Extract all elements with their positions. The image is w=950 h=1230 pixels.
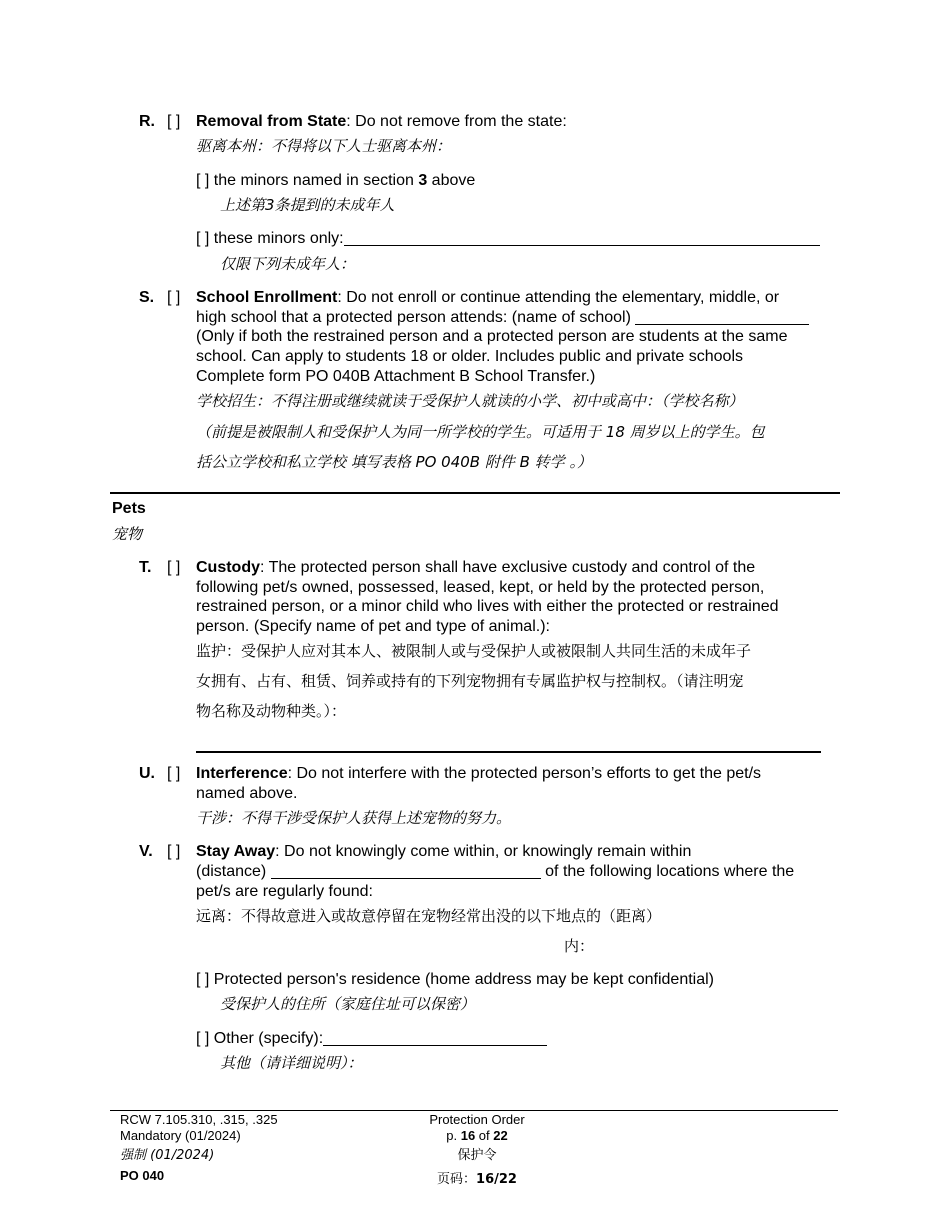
section-number: 3 — [418, 172, 428, 189]
footer-rule — [110, 1110, 838, 1111]
line-text: : Do not enroll or continue attending the elementary, middle, or — [337, 289, 780, 306]
section-v-line3: pet/s are regularly found: — [196, 883, 373, 900]
section-r-option-these-minors[interactable] — [196, 229, 820, 249]
page-number: 16/22 — [476, 1172, 517, 1187]
section-s-letter: S. — [139, 289, 155, 306]
section-v-cn2: 内： — [564, 937, 595, 955]
section-v-line2 — [196, 862, 794, 882]
line-text: of the following locations where the — [545, 863, 795, 880]
section-u-line1 — [196, 764, 761, 784]
section-r-checkbox[interactable]: [ ] — [167, 113, 181, 130]
section-r-option-minors-section3[interactable] — [196, 171, 475, 191]
section-s-line1 — [196, 288, 779, 308]
opt-text: [ ] the minors named in section — [196, 172, 419, 189]
section-v-option1-cn: 受保护人的住所（家庭住址可以保密） — [220, 995, 476, 1013]
section-t-cn2: 女拥有、占有、租赁、饲养或持有的下列宠物拥有专属监护权与控制权。（请注明宠 — [196, 672, 744, 690]
line-text: : Do not knowingly come within, or knowingly remain within — [275, 843, 692, 860]
footer-title-cn: 保护令 — [457, 1148, 497, 1163]
section-u-line2: named above. — [196, 785, 298, 802]
section-v-letter: V. — [139, 843, 153, 860]
section-v-option2-cn: 其他（请详细说明）： — [220, 1054, 363, 1072]
section-s-line5: Complete form PO 040B Attachment B School Transfer.) — [196, 368, 596, 385]
section-s-cn1: 学校招生：不得注册或继续就读于受保护人就读的小学、初中或高中：（学校名称） — [196, 392, 744, 410]
page-text: p. — [446, 1128, 461, 1143]
section-r-cn: 驱离本州：不得将以下人士驱离本州： — [196, 137, 452, 155]
opt-text: [ ] Other (specify): — [196, 1030, 324, 1047]
section-s-cn3: 括公立学校和私立学校 填写表格 PO 040B 附件 B 转学 。） — [196, 453, 592, 471]
opt-text: above — [427, 172, 476, 189]
section-s-line4: school. Can apply to students 18 or older. Includes public and private schools — [196, 348, 743, 365]
section-r-heading — [196, 112, 567, 132]
section-s-checkbox[interactable]: [ ] — [167, 289, 181, 306]
pets-heading-cn: 宠物 — [112, 525, 143, 543]
minors-fill-line[interactable] — [344, 229, 820, 246]
section-u-cn: 干涉：不得干涉受保护人获得上述宠物的努力。 — [196, 809, 512, 827]
section-t-line4: person. (Specify name of pet and type of animal.): — [196, 618, 550, 635]
section-v-cn1: 远离：不得故意进入或故意停留在宠物经常出没的以下地点的（距离） — [196, 907, 662, 925]
line-text: high school that a protected person attends: (name of school) — [196, 309, 631, 326]
section-r-title: Removal from State — [196, 113, 347, 130]
section-r-option2-cn: 仅限下列未成年人： — [220, 255, 356, 273]
section-v-checkbox[interactable]: [ ] — [167, 843, 181, 860]
section-t-line1 — [196, 558, 755, 578]
section-s-line2 — [196, 308, 809, 328]
page-text: 页码： — [437, 1172, 477, 1187]
section-v-option-other[interactable] — [196, 1029, 547, 1049]
section-v-option-residence[interactable]: [ ] Protected person's residence (home address may be kept confidential) — [196, 971, 714, 988]
section-t-cn3: 物名称及动物种类。）： — [196, 702, 347, 720]
section-u-title: Interference — [196, 765, 288, 782]
section-t-line2: following pet/s owned, possessed, leased, kept, or held by the protected person, — [196, 579, 765, 596]
page-text: of — [475, 1128, 494, 1143]
section-s-line3: (Only if both the restrained person and a protected person are students at the same — [196, 328, 788, 345]
line-text: : Do not interfere with the protected person’s efforts to get the pet/s — [287, 765, 762, 782]
section-t-checkbox[interactable]: [ ] — [167, 559, 181, 576]
section-t-title: Custody — [196, 559, 260, 576]
section-r-text: : Do not remove from the state: — [346, 113, 567, 130]
section-u-checkbox[interactable]: [ ] — [167, 765, 181, 782]
pet-description-fill-line[interactable] — [196, 751, 821, 753]
line-text: : The protected person shall have exclusive custody and control of the — [260, 559, 756, 576]
section-t-line3: restrained person, or a minor child who lives with either the protected or restrained — [196, 598, 779, 615]
footer-page-cn — [377, 1172, 577, 1188]
footer-mandatory: Mandatory (01/2024) — [120, 1128, 241, 1143]
school-name-fill-line[interactable] — [635, 308, 809, 325]
footer-title: Protection Order — [429, 1112, 525, 1127]
section-s-title: School Enrollment — [196, 289, 338, 306]
other-location-fill-line[interactable] — [323, 1029, 547, 1046]
section-divider — [110, 492, 840, 494]
page-number: 16 — [460, 1128, 476, 1143]
footer-rcw: RCW 7.105.310, .315, .325 — [120, 1112, 278, 1127]
section-s-cn2: （前提是被限制人和受保护人为同一所学校的学生。可适用于 18 周岁以上的学生。包 — [196, 423, 765, 441]
section-u-letter: U. — [139, 765, 155, 782]
page-total: 22 — [493, 1128, 508, 1143]
line-text: (distance) — [196, 863, 267, 880]
pets-heading: Pets — [112, 500, 146, 517]
footer-mandatory-cn: 强制 (01/2024) — [120, 1148, 215, 1163]
opt-text: [ ] these minors only: — [196, 230, 344, 247]
section-t-cn1: 监护：受保护人应对其本人、被限制人或与受保护人或被限制人共同生活的未成年子 — [196, 642, 752, 660]
footer-form-number: PO 040 — [120, 1168, 165, 1183]
section-r-option1-cn: 上述第3条提到的未成年人 — [220, 196, 395, 214]
distance-fill-line[interactable] — [271, 862, 541, 879]
footer-page — [377, 1128, 577, 1144]
section-v-line1 — [196, 842, 691, 862]
section-v-title: Stay Away — [196, 843, 276, 860]
section-t-letter: T. — [139, 559, 152, 576]
section-r-letter: R. — [139, 113, 155, 130]
